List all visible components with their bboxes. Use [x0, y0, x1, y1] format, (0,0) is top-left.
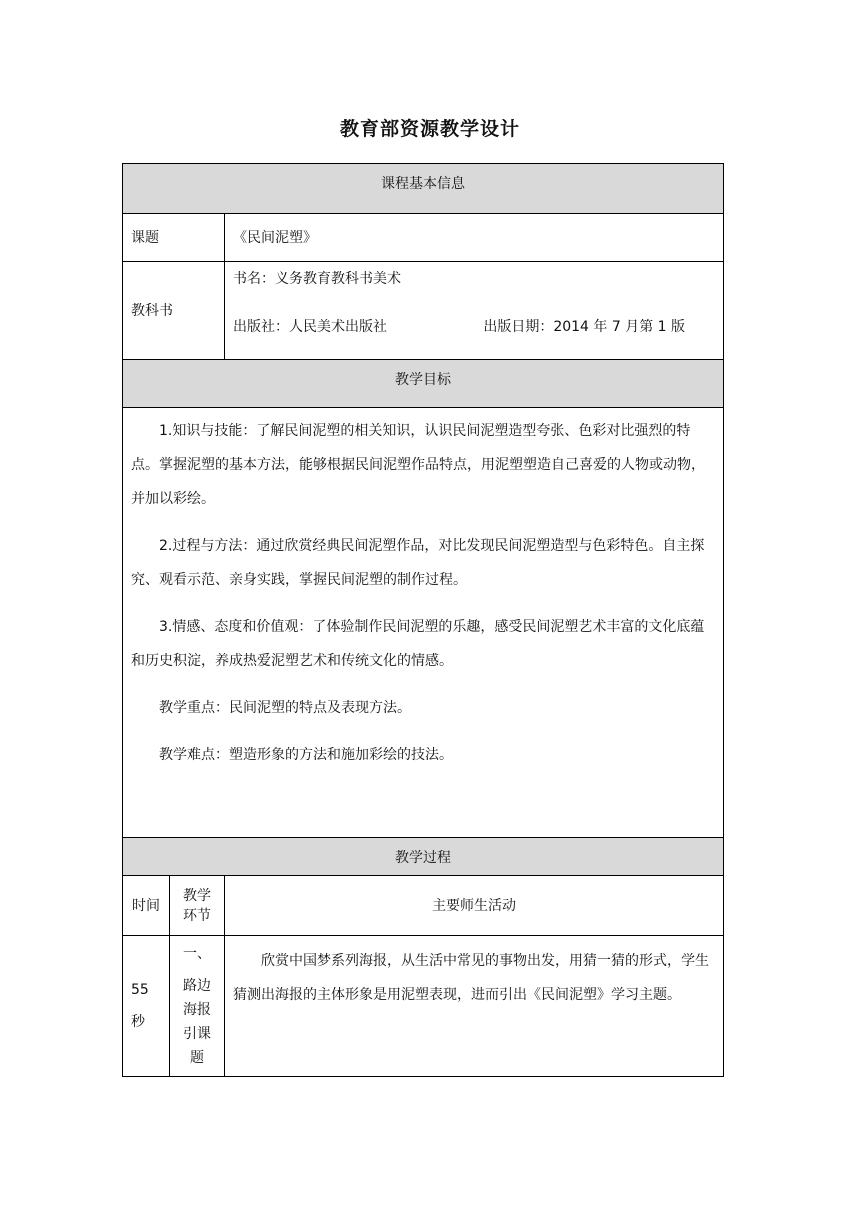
goals-content	[123, 408, 724, 838]
goal-item: 2.过程与方法：通过欣赏经典民间泥塑作品，对比发现民间泥塑造型与色彩特色。自主探究、观看示范、亲身实践，掌握民间泥塑的制作过程。	[131, 538, 705, 588]
time-cell: 55 秒	[123, 936, 170, 1077]
topic-label: 课题	[123, 214, 225, 262]
goal-item: 3.情感、态度和价值观：了体验制作民间泥塑的乐趣，感受民间泥塑艺术丰富的文化底蕴和历史积淀，养成热爱泥塑艺术和传统文化的情感。	[131, 619, 705, 669]
textbook-label: 教科书	[123, 262, 225, 360]
col-time-header: 时间	[123, 876, 170, 936]
activity-cell: 欣赏中国梦系列海报，从生活中常见的事物出发，用猜一猜的形式，学生猜测出海报的主体形象是用泥塑表现，进而引出《民间泥塑》学习主题。	[225, 936, 724, 1077]
document-title: 教育部资源教学设计	[339, 118, 520, 140]
col-stage-header: 教学 环节	[170, 876, 225, 936]
col-activity-header: 主要师生活动	[225, 876, 724, 936]
publisher: 出版社：人民美术出版社	[233, 319, 387, 335]
goals-header: 教学目标	[123, 360, 724, 408]
difficult-point: 教学难点：塑造形象的方法和施加彩绘的技法。	[159, 747, 453, 763]
basic-info-header: 课程基本信息	[123, 164, 724, 214]
book-name: 书名：义务教育教科书美术	[233, 271, 401, 287]
process-header: 教学过程	[123, 838, 724, 876]
textbook-details	[225, 262, 724, 360]
key-point: 教学重点：民间泥塑的特点及表现方法。	[159, 700, 411, 716]
topic-value: 《民间泥塑》	[225, 214, 724, 262]
lesson-plan-table	[122, 163, 724, 1077]
stage-cell: 一、 路边 海报 引课 题	[170, 936, 225, 1077]
goal-item: 1.知识与技能：了解民间泥塑的相关知识，认识民间泥塑造型夸张、色彩对比强烈的特点。掌握泥塑的基本方法，能够根据民间泥塑作品特点，用泥塑塑造自己喜爱的人物或动物，并加以彩绘。	[131, 423, 705, 507]
publish-date: 出版日期：2014 年 7 月第 1 版	[483, 319, 686, 335]
